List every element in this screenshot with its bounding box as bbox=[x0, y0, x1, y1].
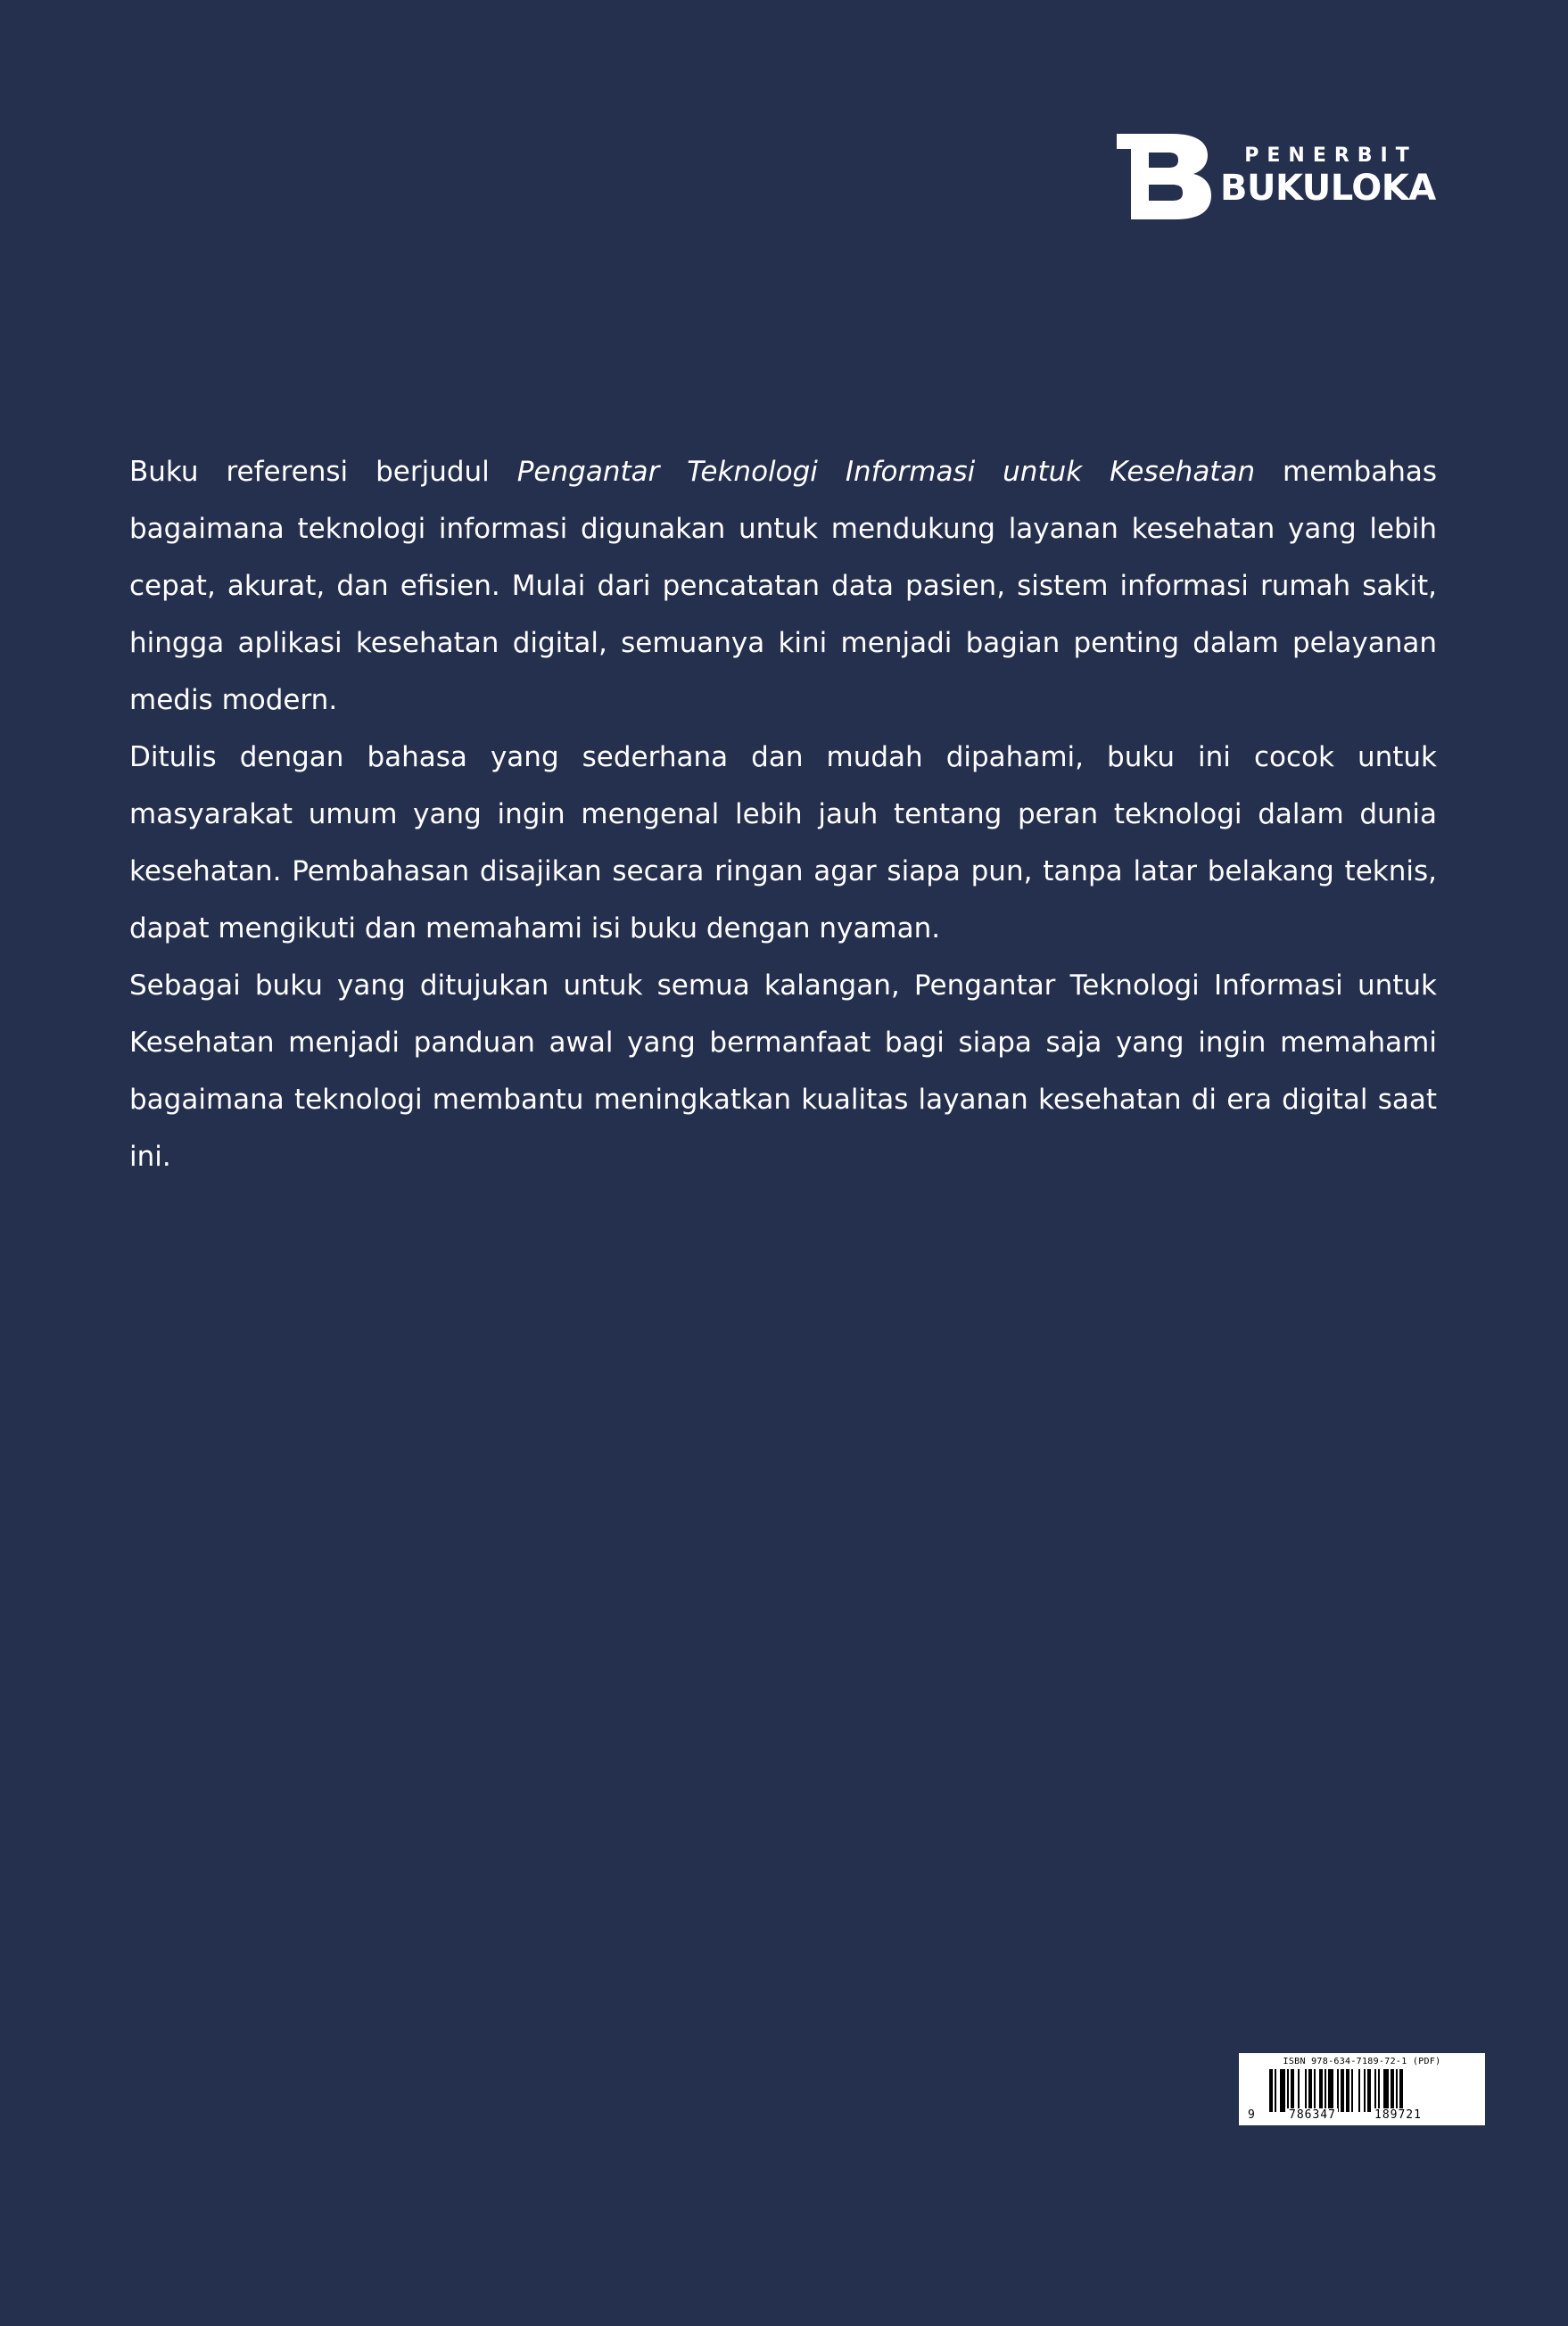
barcode-bar bbox=[1378, 2069, 1380, 2112]
description-paragraph-3: Sebagai buku yang ditujukan untuk semua kalangan, Pengantar Teknologi Informasi untuk Kesehatan menjadi panduan awal yang bermanfaat bagi siapa saja yang ingin memahami bagaimana teknologi membantu meningkatkan kualitas layanan kesehatan di era digital saat ini. bbox=[129, 969, 1437, 1173]
barcode-bar bbox=[1396, 2069, 1398, 2112]
barcode-bar bbox=[1319, 2069, 1323, 2112]
barcode-bar bbox=[1305, 2069, 1307, 2112]
description-intro: Buku referensi berjudul bbox=[129, 456, 490, 488]
barcode-bar bbox=[1367, 2069, 1371, 2112]
barcode-digit-first: 9 bbox=[1248, 2108, 1255, 2122]
barcode-bar bbox=[1325, 2069, 1326, 2112]
barcode-bar bbox=[1364, 2069, 1366, 2112]
barcode-digits-right: 189721 bbox=[1374, 2108, 1422, 2122]
barcode-bar bbox=[1358, 2069, 1360, 2112]
barcode-digits-left: 786347 bbox=[1289, 2108, 1336, 2122]
letter-b-logo-icon bbox=[1117, 134, 1211, 219]
description-paragraph-2: Ditulis dengan bahasa yang sederhana dan mudah dipahami, buku ini cocok untuk masyarakat umum yang ingin mengenal lebih jauh tentang peran teknologi dalam dunia kesehatan. Pembahasan disajikan secara ringan agar siapa pun, tanpa latar belakang teknis, dapat mengikuti dan memahami isi buku dengan nyaman. bbox=[129, 741, 1437, 944]
barcode-bar bbox=[1391, 2069, 1394, 2112]
barcode-bar bbox=[1269, 2069, 1273, 2112]
isbn-label: ISBN 978-634-7189-72-1 (PDF) bbox=[1283, 2057, 1441, 2066]
barcode-bar bbox=[1341, 2069, 1344, 2112]
publisher-name: BUKULOKA bbox=[1220, 168, 1436, 209]
barcode-bar bbox=[1374, 2069, 1376, 2112]
barcode-bar bbox=[1298, 2069, 1300, 2112]
barcode-bar bbox=[1280, 2069, 1285, 2112]
barcode-bar bbox=[1351, 2069, 1353, 2112]
barcode-bar bbox=[1287, 2069, 1289, 2112]
description-paragraph-1 bbox=[129, 443, 1437, 729]
description-body: membahas bagaimana teknologi informasi digunakan untuk mendukung layanan kesehatan yang lebih cepat, akurat, dan efisien. Mulai dari pencatatan data pasien, sistem informasi rumah sakit, hingga aplikasi kesehatan digital, semuanya kini menjadi bagian penting dalam pelayanan medis modern. bbox=[129, 456, 1437, 716]
barcode-bar bbox=[1314, 2069, 1316, 2112]
barcode-bar bbox=[1328, 2069, 1333, 2112]
barcode-bars bbox=[1269, 2069, 1444, 2112]
barcode-bar bbox=[1346, 2069, 1349, 2112]
barcode-bar bbox=[1308, 2069, 1312, 2112]
barcode-bar bbox=[1399, 2069, 1403, 2112]
publisher-logo bbox=[1117, 134, 1440, 219]
barcode-bar bbox=[1275, 2069, 1276, 2112]
barcode-bar bbox=[1337, 2069, 1339, 2112]
book-description bbox=[129, 443, 1437, 1185]
publisher-prefix: PENERBIT bbox=[1244, 144, 1417, 167]
book-title-reference: Pengantar Teknologi Informasi untuk Kesehatan bbox=[516, 456, 1256, 488]
barcode-bar bbox=[1383, 2069, 1389, 2112]
isbn-barcode bbox=[1239, 2053, 1485, 2125]
barcode-bar bbox=[1291, 2069, 1294, 2112]
